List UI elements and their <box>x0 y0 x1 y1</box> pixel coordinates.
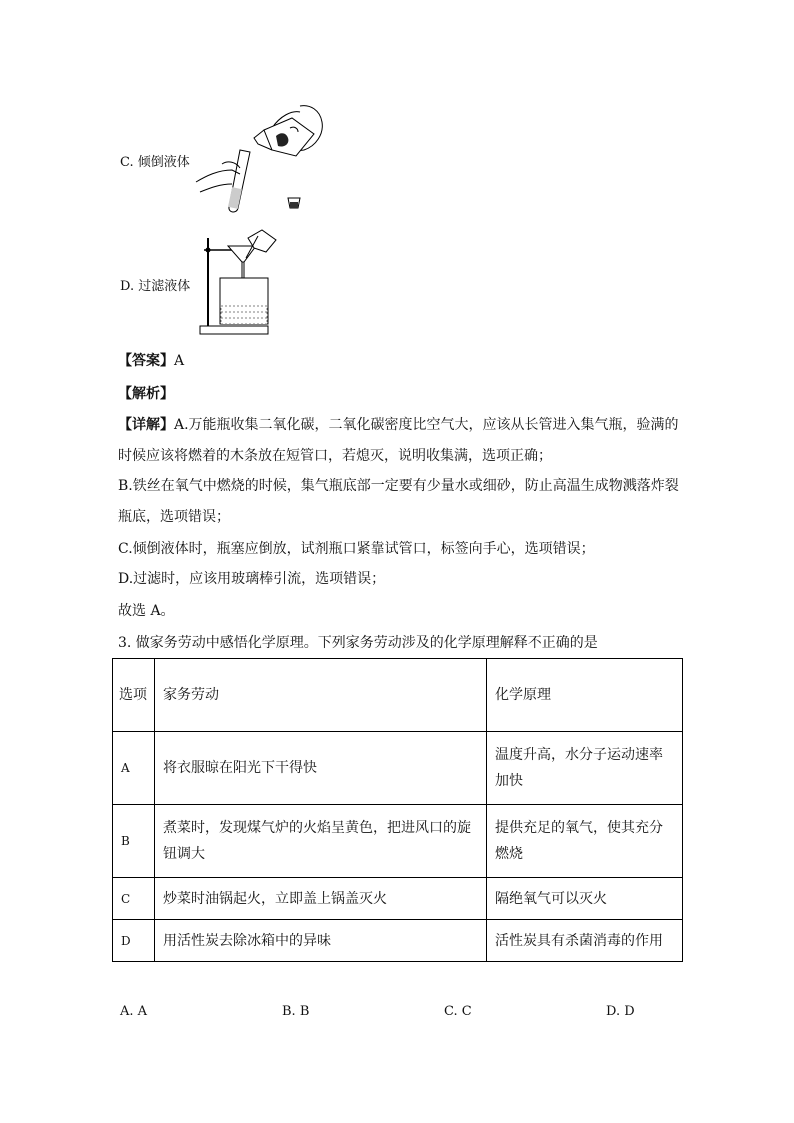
answer-line <box>118 352 184 370</box>
option-c-label: C. 倾倒液体 <box>120 155 190 170</box>
question-3-stem: 3. 做家务劳动中感悟化学原理。下列家务劳动涉及的化学原理解释不正确的是 <box>118 635 598 651</box>
choice-d[interactable]: D. D <box>606 1004 635 1019</box>
row-c-principle: 隔绝氧气可以灭火 <box>487 878 683 920</box>
row-b-option: B <box>113 805 155 878</box>
table-row <box>113 805 683 878</box>
table-row <box>113 732 683 805</box>
table-row <box>113 920 683 962</box>
detail-line-3: B.铁丝在氧气中燃烧的时候，集气瓶底部一定要有少量水或细砂，防止高温生成物溅落炸裂 <box>118 478 679 494</box>
answer-bracket-label: 【答案】 <box>118 353 174 369</box>
choice-a[interactable]: A. A <box>120 1004 148 1019</box>
row-d-option: D <box>113 920 155 962</box>
detail-line-2: 时候应该将燃着的木条放在短管口，若熄灭，说明收集满，选项正确； <box>118 448 552 464</box>
row-c-option: C <box>113 878 155 920</box>
detail-line-1 <box>118 416 679 434</box>
header-option: 选项 <box>113 659 155 732</box>
row-c-labor: 炒菜时油锅起火，立即盖上锅盖灭火 <box>155 878 487 920</box>
row-b-labor: 煮菜时，发现煤气炉的火焰呈黄色，把进风口的旋钮调大 <box>155 805 487 878</box>
detail-line-1-text: A.万能瓶收集二氧化碳，二氧化碳密度比空气大，应该从长管进入集气瓶，验满的 <box>174 417 679 433</box>
option-d-label: D. 过滤液体 <box>120 279 191 294</box>
header-principle: 化学原理 <box>487 659 683 732</box>
detail-line-5: C.倾倒液体时，瓶塞应倒放，试剂瓶口紧靠试管口，标签向手心，选项错误； <box>118 541 595 557</box>
table-row <box>113 878 683 920</box>
analysis-bracket-label: 【解析】 <box>118 386 174 402</box>
row-a-labor: 将衣服晾在阳光下干得快 <box>155 732 487 805</box>
row-d-labor: 用活性炭去除冰箱中的异味 <box>155 920 487 962</box>
detail-line-7: 故选 A。 <box>118 603 175 619</box>
detail-line-6: D.过滤时，应该用玻璃棒引流，选项错误； <box>118 571 386 587</box>
question-3-table <box>112 658 683 962</box>
row-b-principle: 提供充足的氧气，使其充分燃烧 <box>487 805 683 878</box>
answer-value: A <box>174 353 185 369</box>
filtration-illustration <box>196 228 292 336</box>
row-a-principle: 温度升高，水分子运动速率加快 <box>487 732 683 805</box>
header-labor: 家务劳动 <box>155 659 487 732</box>
choice-c[interactable]: C. C <box>444 1004 472 1019</box>
row-d-principle: 活性炭具有杀菌消毒的作用 <box>487 920 683 962</box>
detail-bracket-label: 【详解】 <box>118 417 174 433</box>
detail-line-4: 瓶底，选项错误； <box>118 509 230 525</box>
pouring-liquid-illustration <box>192 100 332 220</box>
choice-b[interactable]: B. B <box>282 1004 310 1019</box>
row-a-option: A <box>113 732 155 805</box>
table-header-row <box>113 659 683 732</box>
